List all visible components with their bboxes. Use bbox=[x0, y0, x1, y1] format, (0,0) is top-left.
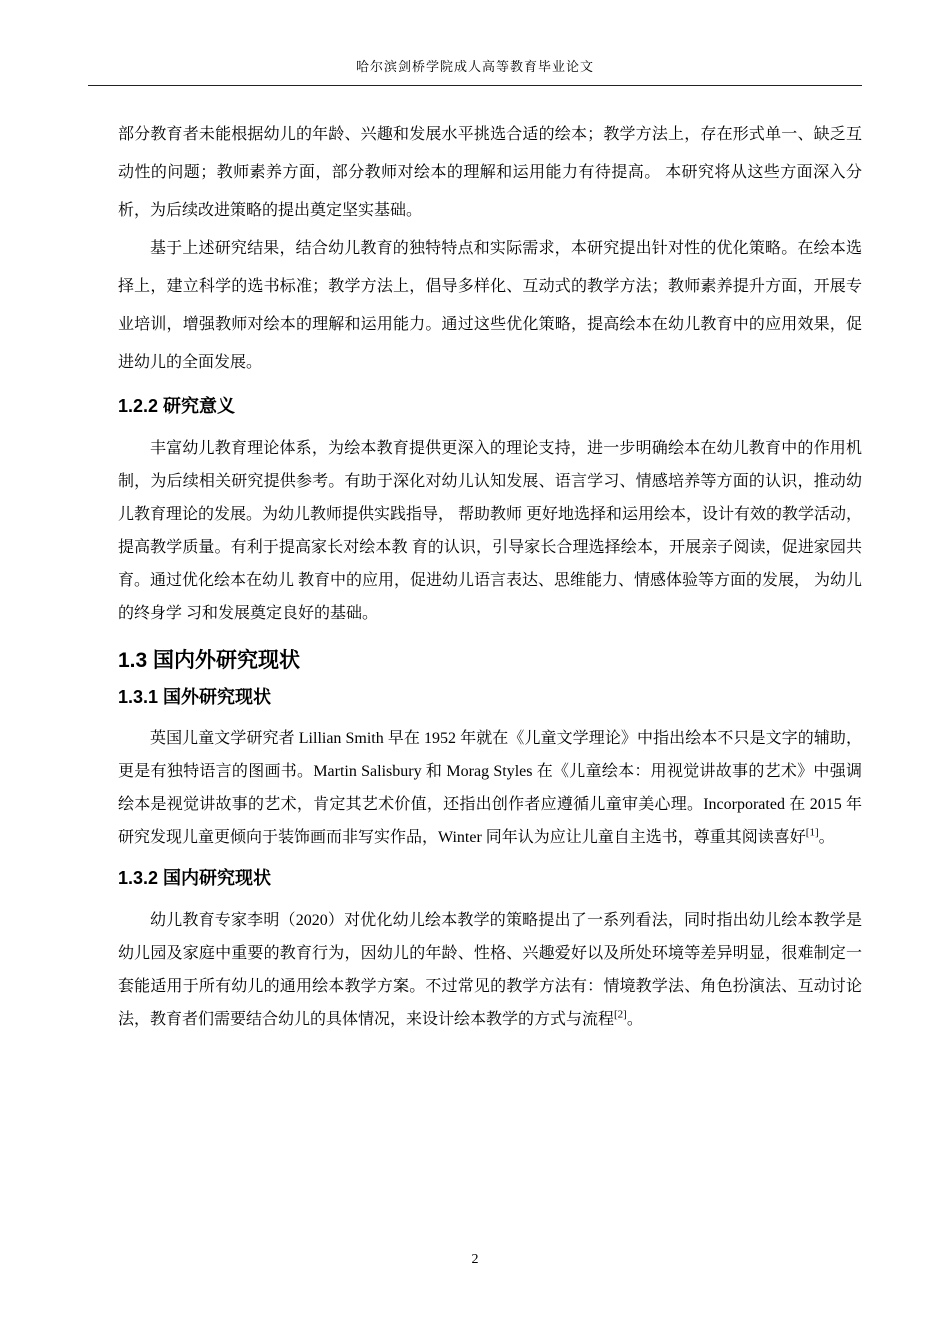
paragraph: 基于上述研究结果，结合幼儿教育的独特特点和实际需求，本研究提出针对性的优化策略。在绘本选择上，建立科学的选书标准；教学方法上，倡导多样化、互动式的教学方法；教师素养提升方面，开展专业培训，增强教师对绘本的理解和运用能力。通过这些优化策略，提高绘本在幼儿教育中的应用效果，促进幼儿的全面发展。 bbox=[118, 240, 862, 371]
paragraph bbox=[118, 904, 862, 1036]
paragraph bbox=[118, 722, 862, 854]
paragraph-text: 。 bbox=[818, 829, 835, 847]
section-heading-1-3-1: 1.3.1 国外研究现状 bbox=[118, 686, 272, 707]
section-heading-1-3: 1.3 国内外研究现状 bbox=[118, 648, 301, 672]
section-heading-1-3-2: 1.3.2 国内研究现状 bbox=[118, 868, 272, 889]
page-footer bbox=[0, 1252, 950, 1268]
document-body bbox=[118, 116, 862, 1036]
section-heading-1-2-2: 1.2.2 研究意义 bbox=[118, 396, 236, 416]
citation-ref-1: [1] bbox=[805, 827, 819, 840]
page-header bbox=[88, 56, 862, 86]
paragraph: 部分教育者未能根据幼儿的年龄、兴趣和发展水平挑选合适的绘本；教学方法上，存在形式单一、缺乏互动性的问题；教师素养方面，部分教师对绘本的理解和运用能力有待提高。 本研究将从这些方面深入分析，为后续改进策略的提出奠定坚实基础。 bbox=[118, 126, 862, 219]
header-title: 哈尔滨剑桥学院成人高等教育毕业论文 bbox=[355, 59, 594, 74]
paragraph-text: 英国儿童文学研究者 Lillian Smith 早在 1952 年就在《儿童文学理论》中指出绘本不只是文字的辅助，更是有独特语言的图画书。Martin Salisbury 和 Morag Styles 在《儿童绘本：用视觉讲故事的艺术》中强调绘本是视觉讲故事的艺术，肯定其艺术价值，还指出创作者应遵循儿童审美心理。Incorporated 在 2015 年研究发现儿童更倾向于装饰画而非写实作品，Winter 同年认为应让儿童自主选书，尊重其阅读喜好 bbox=[118, 730, 862, 847]
paragraph-text: 。 bbox=[626, 1010, 643, 1028]
paragraph-text: 幼儿教育专家李明（2020）对优化幼儿绘本教学的策略提出了一系列看法，同时指出幼儿绘本教学是幼儿园及家庭中重要的教育行为，因幼儿的年龄、性格、兴趣爱好以及所处环境等差异明显，很难制定一套能适用于所有幼儿的通用绘本教学方案。不过常见的教学方法有：情境教学法、角色扮演法、互动讨论法，教育者们需要结合幼儿的具体情况，来设计绘本教学的方式与流程 bbox=[118, 911, 862, 1028]
paragraph: 丰富幼儿教育理论体系，为绘本教育提供更深入的理论支持，进一步明确绘本在幼儿教育中的作用机制，为后续相关研究提供参考。有助于深化对幼儿认知发展、语言学习、情感培养等方面的认识，推动幼儿教育理论的发展。为幼儿教师提供实践指导， 帮助教师 更好地选择和运用绘本，设计有效的教学活动，提高教学质量。有利于提高家长对绘本教 育的认识，引导家长合理选择绘本，开展亲子阅读，促进家园共育。通过优化绘本在幼儿 教育中的应用，促进幼儿语言表达、思维能力、情感体验等方面的发展， 为幼儿的终身学 习和发展奠定良好的基础。 bbox=[118, 439, 863, 622]
page-number: 2 bbox=[471, 1252, 479, 1267]
citation-ref-2: [2] bbox=[614, 1008, 627, 1021]
